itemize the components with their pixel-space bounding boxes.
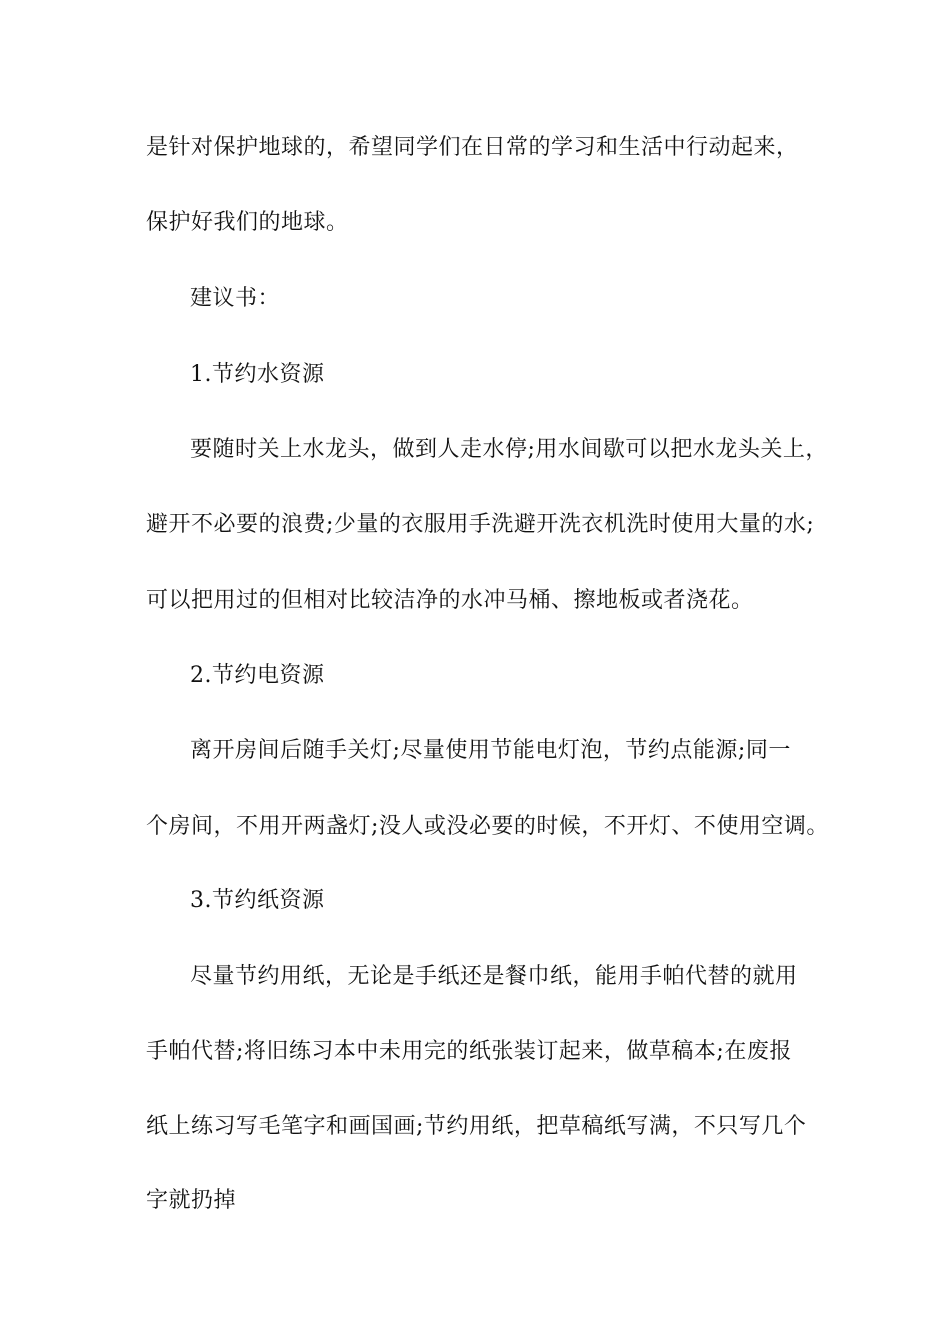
paragraph-line: 离开房间后随手关灯;尽量使用节能电灯泡，节约点能源;同一 bbox=[190, 738, 791, 763]
paragraph-line: 是针对保护地球的，希望同学们在日常的学习和生活中行动起来， bbox=[146, 135, 799, 160]
paragraph-line: 避开不必要的浪费;少量的衣服用手洗避开洗衣机洗时使用大量的水; bbox=[146, 512, 815, 537]
paragraph-line: 可以把用过的但相对比较洁净的水冲马桶、擦地板或者浇花。 bbox=[146, 588, 754, 613]
paragraph-line: 个房间，不用开两盏灯;没人或没必要的时候，不开灯、不使用空调。 bbox=[146, 814, 829, 839]
item-heading-paper: 3.节约纸资源 bbox=[190, 888, 325, 913]
paragraph-line: 要随时关上水龙头，做到人走水停;用水间歇可以把水龙头关上， bbox=[190, 437, 828, 462]
paragraph-line: 纸上练习写毛笔字和画国画;节约用纸，把草稿纸写满，不只写几个 bbox=[146, 1114, 807, 1139]
paragraph-line: 手帕代替;将旧练习本中未用完的纸张装订起来，做草稿本;在废报 bbox=[146, 1039, 792, 1064]
section-heading: 建议书： bbox=[190, 286, 281, 311]
paragraph-line: 保护好我们的地球。 bbox=[146, 210, 349, 235]
item-heading-electricity: 2.节约电资源 bbox=[190, 663, 325, 688]
paragraph-line: 字就扔掉 bbox=[146, 1188, 237, 1213]
item-heading-water: 1.节约水资源 bbox=[190, 362, 325, 387]
paragraph-line: 尽量节约用纸，无论是手纸还是餐巾纸，能用手帕代替的就用 bbox=[190, 964, 798, 989]
